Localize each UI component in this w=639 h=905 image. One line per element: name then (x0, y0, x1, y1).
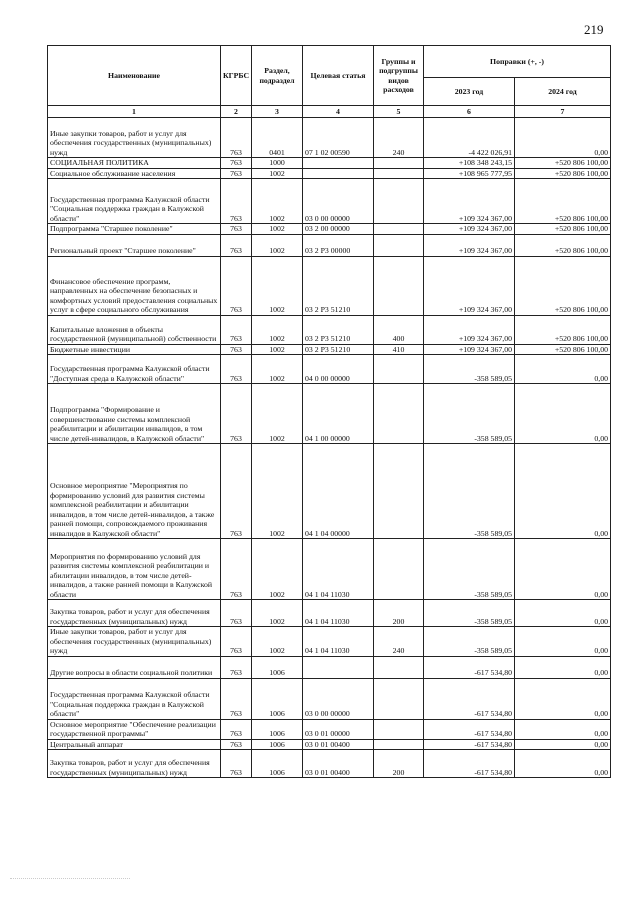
row-kgrbs: 763 (221, 179, 252, 224)
row-target: 07 1 02 00590 (303, 118, 374, 158)
row-section: 1002 (252, 234, 303, 256)
row-name: СОЦИАЛЬНАЯ ПОЛИТИКА (48, 158, 221, 169)
header-groups: Группы и подгруппы видов расходов (374, 46, 424, 106)
row-amount-2023: +109 324 367,00 (424, 256, 515, 315)
row-amount-2023: -358 589,05 (424, 444, 515, 539)
row-amount-2024: +520 806 100,00 (515, 315, 611, 344)
row-name: Центральный аппарат (48, 739, 221, 750)
row-group (374, 719, 424, 739)
row-amount-2023: +109 324 367,00 (424, 344, 515, 355)
row-amount-2023: -358 589,05 (424, 627, 515, 657)
row-section: 1002 (252, 344, 303, 355)
row-kgrbs: 763 (221, 600, 252, 627)
row-group (374, 224, 424, 235)
row-section: 1006 (252, 750, 303, 778)
row-name: Подпрограмма "Формирование и совершенствование системы комплексной реабилитации и абилитации инвалидов, в том числе детей-инвалидов, в Калужской области" (48, 384, 221, 444)
row-amount-2024: +520 806 100,00 (515, 344, 611, 355)
row-name: Закупка товаров, работ и услуг для обеспечения государственных (муниципальных) нужд (48, 600, 221, 627)
row-name: Государственная программа Калужской области "Доступная среда в Калужской области" (48, 355, 221, 384)
column-number: 1 (48, 106, 221, 118)
row-amount-2024: 0,00 (515, 539, 611, 600)
row-target (303, 158, 374, 169)
column-number: 6 (424, 106, 515, 118)
row-target: 04 1 04 00000 (303, 444, 374, 539)
column-number: 5 (374, 106, 424, 118)
row-amount-2024: +520 806 100,00 (515, 158, 611, 169)
row-section: 1002 (252, 168, 303, 179)
row-amount-2023: +108 348 243,15 (424, 158, 515, 169)
row-kgrbs: 763 (221, 739, 252, 750)
row-amount-2023: +109 324 367,00 (424, 179, 515, 224)
page-edge-line (10, 878, 130, 879)
row-kgrbs: 763 (221, 344, 252, 355)
column-number-row (48, 106, 611, 118)
page-number: 219 (584, 22, 604, 37)
row-target: 03 2 00 00000 (303, 224, 374, 235)
row-amount-2023: -358 589,05 (424, 539, 515, 600)
row-section: 0401 (252, 118, 303, 158)
table-row (48, 355, 611, 384)
table-header (48, 46, 611, 118)
row-name: Бюджетные инвестиции (48, 344, 221, 355)
row-target: 03 0 01 00000 (303, 719, 374, 739)
row-target: 03 2 P3 51210 (303, 344, 374, 355)
row-amount-2023: +109 324 367,00 (424, 224, 515, 235)
row-kgrbs: 763 (221, 719, 252, 739)
row-name: Государственная программа Калужской области "Социальная поддержка граждан в Калужской области" (48, 179, 221, 224)
row-target: 04 1 04 11030 (303, 600, 374, 627)
row-kgrbs: 763 (221, 656, 252, 678)
row-target (303, 168, 374, 179)
column-number: 3 (252, 106, 303, 118)
row-kgrbs: 763 (221, 118, 252, 158)
header-year-2024: 2024 год (515, 78, 611, 106)
table-row (48, 118, 611, 158)
header-year-2023: 2023 год (424, 78, 515, 106)
table-row (48, 168, 611, 179)
row-target: 03 2 P3 00000 (303, 234, 374, 256)
row-name: Подпрограмма "Старшее поколение" (48, 224, 221, 235)
row-name: Основное мероприятие "Мероприятия по формированию условий для развития системы комплексной реабилитации и абилитации инвалидов, в том числе детей-инвалидов, а также ранней помощи, сопровождаемого проживания инвалидов в Калужской области" (48, 444, 221, 539)
column-number: 4 (303, 106, 374, 118)
row-amount-2024: 0,00 (515, 656, 611, 678)
table-row (48, 256, 611, 315)
row-group (374, 158, 424, 169)
table-row (48, 384, 611, 444)
row-amount-2024: 0,00 (515, 627, 611, 657)
row-kgrbs: 763 (221, 750, 252, 778)
row-group (374, 656, 424, 678)
row-kgrbs: 763 (221, 315, 252, 344)
row-kgrbs: 763 (221, 627, 252, 657)
row-section: 1006 (252, 656, 303, 678)
row-name: Капитальные вложения в объекты государственной (муниципальной) собственности (48, 315, 221, 344)
row-kgrbs: 763 (221, 355, 252, 384)
column-number: 7 (515, 106, 611, 118)
table-row (48, 444, 611, 539)
row-group (374, 739, 424, 750)
row-name: Основное мероприятие "Обеспечение реализации государственной программы" (48, 719, 221, 739)
row-target: 04 1 04 11030 (303, 627, 374, 657)
row-amount-2023: -617 534,80 (424, 656, 515, 678)
row-name: Финансовое обеспечение программ, направленных на обеспечение безопасных и комфортных условий предоставления социальных услуг в сфере социального обслуживания (48, 256, 221, 315)
table-row (48, 224, 611, 235)
row-amount-2023: -617 534,80 (424, 678, 515, 719)
row-kgrbs: 763 (221, 256, 252, 315)
row-target: 04 1 04 11030 (303, 539, 374, 600)
table-row (48, 234, 611, 256)
row-section: 1002 (252, 224, 303, 235)
row-kgrbs: 763 (221, 224, 252, 235)
row-name: Региональный проект "Старшее поколение" (48, 234, 221, 256)
budget-table (47, 45, 611, 778)
row-group (374, 234, 424, 256)
row-name: Мероприятия по формированию условий для развития системы комплексной реабилитации и абилитации инвалидов, в том числе детей-инвалидов, а также ранней помощи в Калужской области (48, 539, 221, 600)
row-group: 240 (374, 118, 424, 158)
row-section: 1002 (252, 600, 303, 627)
row-kgrbs: 763 (221, 168, 252, 179)
table-row (48, 539, 611, 600)
row-kgrbs: 763 (221, 158, 252, 169)
row-group: 200 (374, 600, 424, 627)
row-group: 200 (374, 750, 424, 778)
row-section: 1002 (252, 315, 303, 344)
row-amount-2023: -358 589,05 (424, 355, 515, 384)
table-row (48, 315, 611, 344)
row-group (374, 678, 424, 719)
row-amount-2024: +520 806 100,00 (515, 234, 611, 256)
header-amendments: Поправки (+, -) (424, 46, 611, 78)
row-section: 1002 (252, 256, 303, 315)
row-group (374, 355, 424, 384)
header-name: Наименование (48, 46, 221, 106)
row-amount-2023: +109 324 367,00 (424, 234, 515, 256)
row-target: 04 0 00 00000 (303, 355, 374, 384)
row-amount-2024: 0,00 (515, 355, 611, 384)
row-target: 03 0 01 00400 (303, 739, 374, 750)
table-row (48, 179, 611, 224)
row-section: 1000 (252, 158, 303, 169)
row-amount-2023: -617 534,80 (424, 739, 515, 750)
row-name: Иные закупки товаров, работ и услуг для обеспечения государственных (муниципальных) нужд (48, 118, 221, 158)
header-kgrbs: КГРБС (221, 46, 252, 106)
row-group (374, 179, 424, 224)
row-kgrbs: 763 (221, 444, 252, 539)
table-row (48, 627, 611, 657)
table-row (48, 600, 611, 627)
table-row (48, 344, 611, 355)
row-group: 400 (374, 315, 424, 344)
row-kgrbs: 763 (221, 678, 252, 719)
table-row (48, 656, 611, 678)
row-kgrbs: 763 (221, 234, 252, 256)
row-amount-2024: 0,00 (515, 719, 611, 739)
row-amount-2024: +520 806 100,00 (515, 224, 611, 235)
row-amount-2024: 0,00 (515, 739, 611, 750)
row-amount-2023: -617 534,80 (424, 750, 515, 778)
row-amount-2023: +109 324 367,00 (424, 315, 515, 344)
row-group (374, 256, 424, 315)
row-amount-2024: 0,00 (515, 600, 611, 627)
row-target: 03 0 00 00000 (303, 678, 374, 719)
row-kgrbs: 763 (221, 539, 252, 600)
row-group (374, 384, 424, 444)
table-row (48, 719, 611, 739)
row-amount-2024: 0,00 (515, 118, 611, 158)
row-target (303, 656, 374, 678)
row-target: 03 2 P3 51210 (303, 256, 374, 315)
column-number: 2 (221, 106, 252, 118)
table-row (48, 750, 611, 778)
row-target: 03 0 01 00400 (303, 750, 374, 778)
table-row (48, 678, 611, 719)
header-target: Целевая статья (303, 46, 374, 106)
row-amount-2023: -358 589,05 (424, 600, 515, 627)
row-amount-2024: 0,00 (515, 750, 611, 778)
row-name: Закупка товаров, работ и услуг для обеспечения государственных (муниципальных) нужд (48, 750, 221, 778)
row-section: 1002 (252, 355, 303, 384)
row-name: Государственная программа Калужской области "Социальная поддержка граждан в Калужской области" (48, 678, 221, 719)
row-section: 1006 (252, 678, 303, 719)
row-amount-2024: 0,00 (515, 384, 611, 444)
row-section: 1006 (252, 719, 303, 739)
row-section: 1002 (252, 444, 303, 539)
row-group: 240 (374, 627, 424, 657)
row-amount-2024: +520 806 100,00 (515, 179, 611, 224)
row-section: 1002 (252, 539, 303, 600)
row-group: 410 (374, 344, 424, 355)
table-row (48, 158, 611, 169)
row-target: 04 1 00 00000 (303, 384, 374, 444)
row-section: 1002 (252, 179, 303, 224)
row-target: 03 0 00 00000 (303, 179, 374, 224)
row-section: 1006 (252, 739, 303, 750)
row-section: 1002 (252, 384, 303, 444)
row-amount-2023: -358 589,05 (424, 384, 515, 444)
header-section: Раздел, подраздел (252, 46, 303, 106)
row-group (374, 444, 424, 539)
row-kgrbs: 763 (221, 384, 252, 444)
table-row (48, 739, 611, 750)
row-amount-2023: -617 534,80 (424, 719, 515, 739)
row-target: 03 2 P3 51210 (303, 315, 374, 344)
table-body (48, 118, 611, 778)
row-name: Социальное обслуживание населения (48, 168, 221, 179)
row-amount-2024: +520 806 100,00 (515, 256, 611, 315)
row-amount-2024: 0,00 (515, 444, 611, 539)
row-amount-2023: -4 422 026,91 (424, 118, 515, 158)
row-group (374, 168, 424, 179)
row-amount-2023: +108 965 777,95 (424, 168, 515, 179)
row-section: 1002 (252, 627, 303, 657)
row-name: Другие вопросы в области социальной политики (48, 656, 221, 678)
row-amount-2024: 0,00 (515, 678, 611, 719)
row-amount-2024: +520 806 100,00 (515, 168, 611, 179)
row-name: Иные закупки товаров, работ и услуг для обеспечения государственных (муниципальных) нужд (48, 627, 221, 657)
row-group (374, 539, 424, 600)
